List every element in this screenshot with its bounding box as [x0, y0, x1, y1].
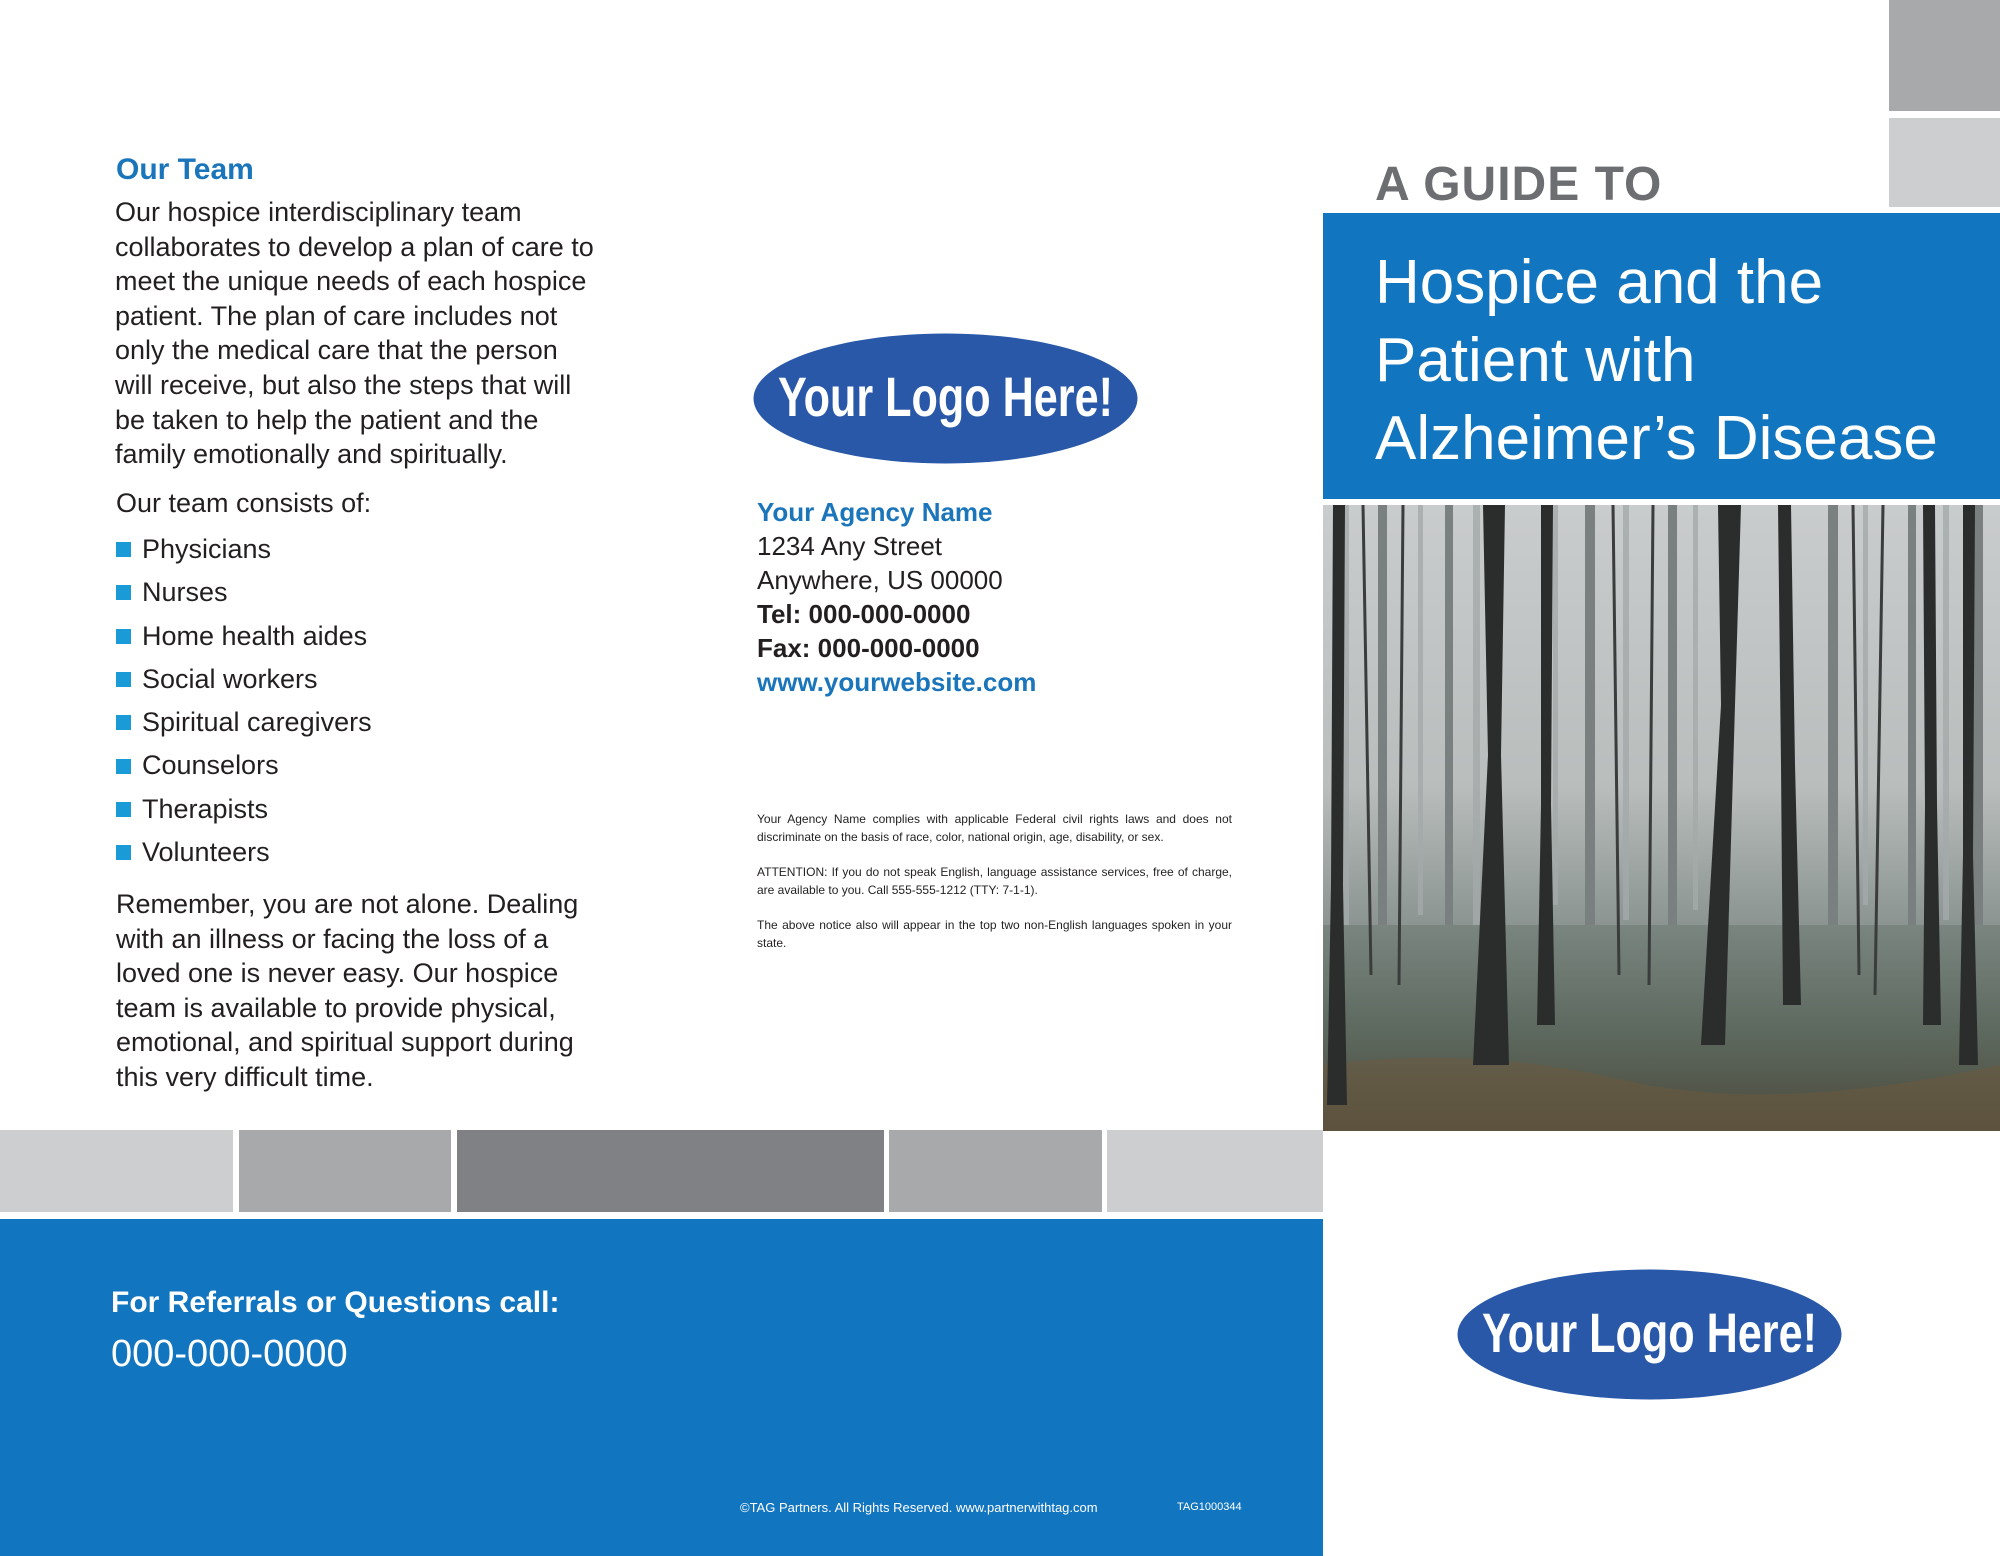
list-item-label: Nurses	[142, 577, 228, 608]
remember-paragraph: Remember, you are not alone. Dealing with an illness or facing the loss of a loved one is never easy. Our hospice team is available to provide physical, emotional, and spiritual support during this very difficult time.	[116, 889, 579, 1092]
referral-phone: 000-000-0000	[111, 1333, 348, 1375]
list-item	[116, 571, 372, 614]
bullet-square-icon	[116, 672, 131, 687]
tag-code: TAG1000344	[1177, 1501, 1242, 1513]
list-item-label: Counselors	[142, 750, 279, 781]
bullet-square-icon	[116, 845, 131, 860]
agency-contact	[757, 495, 1036, 699]
cover-title-line: Patient with	[1375, 326, 1696, 395]
notice-paragraph: The above notice also will appear in the top two non-English languages spoken in your state.	[757, 918, 1232, 950]
copyright-text: ©TAG Partners. All Rights Reserved. www.partnerwithtag.com	[740, 1500, 1098, 1515]
referral-band	[0, 1219, 1323, 1556]
list-item-label: Home health aides	[142, 620, 368, 651]
our-team-heading: Our Team	[116, 153, 254, 186]
list-item	[116, 744, 372, 787]
team-member-list	[116, 528, 372, 874]
agency-website-link[interactable]: www.yourwebsite.com	[757, 667, 1037, 697]
cover-title-line: Alzheimer’s Disease	[1375, 404, 1938, 473]
agency-fax: Fax: 000-000-0000	[757, 633, 980, 663]
gray-bar-5	[1107, 1130, 1323, 1212]
bullet-square-icon	[116, 542, 131, 557]
logo-text: Your Logo Here!	[1482, 1301, 1817, 1364]
gray-bar-1	[0, 1130, 233, 1212]
bullet-square-icon	[116, 629, 131, 644]
list-item	[116, 658, 372, 701]
bullet-square-icon	[116, 585, 131, 600]
bullet-square-icon	[116, 759, 131, 774]
list-item-label: Volunteers	[142, 837, 270, 868]
gray-bar-3	[457, 1130, 884, 1212]
gray-tab-top	[1889, 0, 2000, 111]
referral-label: For Referrals or Questions call:	[111, 1286, 560, 1319]
bullet-square-icon	[116, 715, 131, 730]
cover-logo	[1456, 1268, 1843, 1401]
agency-name: Your Agency Name	[757, 497, 993, 527]
guide-label: A GUIDE TO	[1375, 158, 1663, 211]
notice-paragraph: ATTENTION: If you do not speak English, language assistance services, free of charge, are available to you. Call 555-555-1212 (TTY: 7-1-1).	[757, 865, 1232, 897]
nondiscrimination-notice	[757, 810, 1232, 969]
gray-tab-middle	[1889, 118, 2000, 207]
agency-street: 1234 Any Street	[757, 531, 943, 561]
list-item	[116, 528, 372, 571]
agency-city: Anywhere, US 00000	[757, 565, 1003, 595]
cover-title	[1375, 244, 1975, 478]
cover-title-line: Hospice and the	[1375, 248, 1824, 317]
gray-bar-2	[239, 1130, 451, 1212]
list-item-label: Social workers	[142, 663, 318, 694]
notice-paragraph: Your Agency Name complies with applicable Federal civil rights laws and does not discriminate on the basis of race, color, national origin, age, disability, or sex.	[757, 812, 1232, 844]
gray-bar-4	[889, 1130, 1102, 1212]
list-item	[116, 615, 372, 658]
team-consists-label: Our team consists of:	[116, 488, 372, 518]
list-item	[116, 701, 372, 744]
our-team-paragraph: Our hospice interdisciplinary team collaborates to develop a plan of care to meet the unique needs of each hospice patient. The plan of care includes not only the medical care that the person will receive, but also the steps that will be taken to help the patient and the family emotionally and spiritually.	[115, 197, 594, 470]
list-item	[116, 831, 372, 874]
misty-forest-image	[1323, 505, 2000, 1131]
list-item-label: Physicians	[142, 534, 272, 564]
agency-tel: Tel: 000-000-0000	[757, 599, 971, 629]
bullet-square-icon	[116, 802, 131, 817]
list-item-label: Therapists	[142, 793, 269, 824]
list-item-label: Spiritual caregivers	[142, 707, 372, 738]
logo-text: Your Logo Here!	[778, 365, 1113, 428]
list-item	[116, 788, 372, 831]
agency-logo	[752, 332, 1139, 465]
